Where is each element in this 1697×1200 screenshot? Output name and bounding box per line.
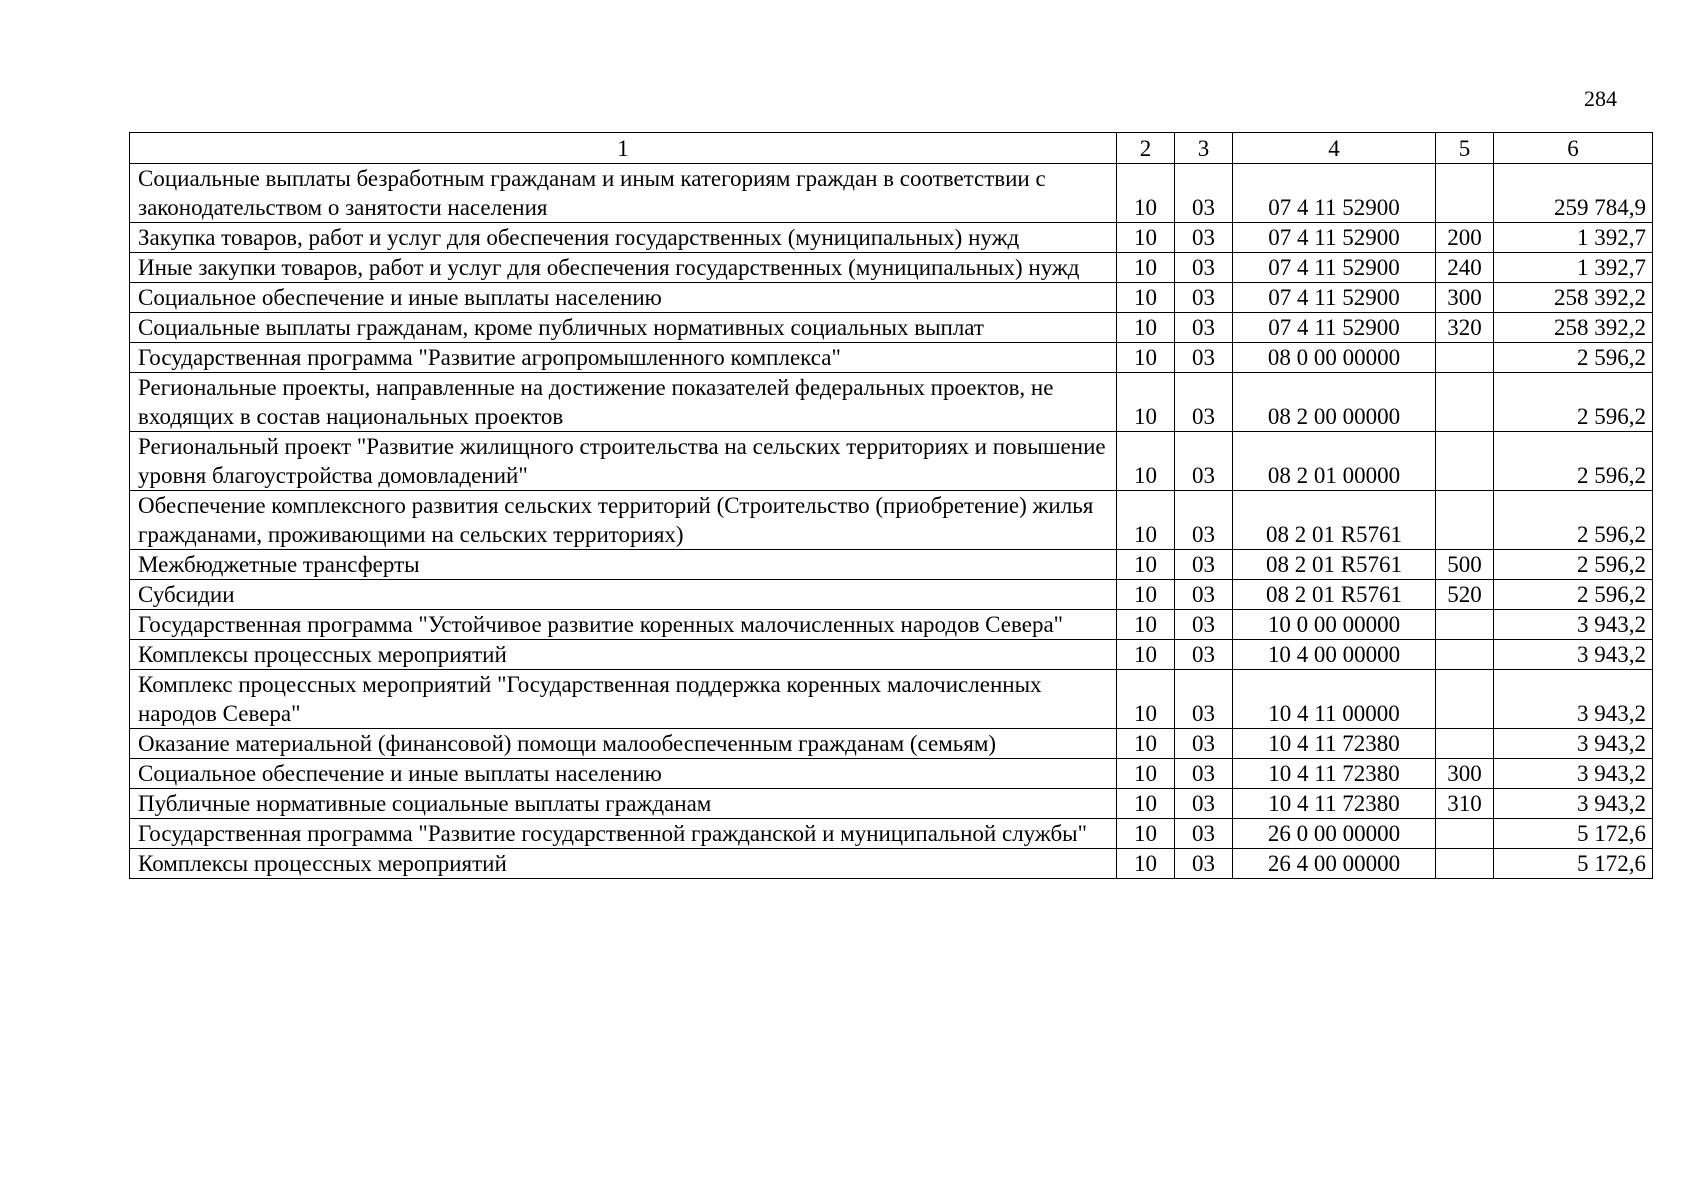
section-code-cell: 10 <box>1117 343 1175 373</box>
column-header: 3 <box>1175 133 1233 164</box>
amount-cell: 1 392,7 <box>1494 223 1653 253</box>
table-row <box>130 253 1653 283</box>
subsection-code-cell: 03 <box>1175 373 1233 432</box>
subsection-code-cell: 03 <box>1175 432 1233 491</box>
expense-type-cell <box>1436 670 1494 729</box>
section-code-cell: 10 <box>1117 759 1175 789</box>
target-article-cell: 07 4 11 52900 <box>1233 283 1436 313</box>
column-header: 1 <box>130 133 1117 164</box>
target-article-cell: 08 0 00 00000 <box>1233 343 1436 373</box>
subsection-code-cell: 03 <box>1175 164 1233 223</box>
subsection-code-cell: 03 <box>1175 819 1233 849</box>
target-article-cell: 07 4 11 52900 <box>1233 313 1436 343</box>
section-code-cell: 10 <box>1117 729 1175 759</box>
amount-cell: 3 943,2 <box>1494 640 1653 670</box>
expense-type-cell <box>1436 343 1494 373</box>
section-code-cell: 10 <box>1117 491 1175 550</box>
table-row <box>130 849 1653 879</box>
item-name-cell: Государственная программа "Развитие агропромышленного комплекса" <box>130 343 1117 373</box>
target-article-cell: 26 4 00 00000 <box>1233 849 1436 879</box>
target-article-cell: 10 4 11 00000 <box>1233 670 1436 729</box>
subsection-code-cell: 03 <box>1175 550 1233 580</box>
target-article-cell: 07 4 11 52900 <box>1233 253 1436 283</box>
target-article-cell: 26 0 00 00000 <box>1233 819 1436 849</box>
expense-type-cell <box>1436 610 1494 640</box>
section-code-cell: 10 <box>1117 550 1175 580</box>
item-name-cell: Социальные выплаты гражданам, кроме публичных нормативных социальных выплат <box>130 313 1117 343</box>
amount-cell: 2 596,2 <box>1494 491 1653 550</box>
section-code-cell: 10 <box>1117 373 1175 432</box>
item-name-cell: Комплекс процессных мероприятий "Государственная поддержка коренных малочисленных народов Севера" <box>130 670 1117 729</box>
item-name-cell: Социальное обеспечение и иные выплаты населению <box>130 759 1117 789</box>
column-header: 5 <box>1436 133 1494 164</box>
expense-type-cell: 200 <box>1436 223 1494 253</box>
subsection-code-cell: 03 <box>1175 849 1233 879</box>
expense-type-cell <box>1436 819 1494 849</box>
subsection-code-cell: 03 <box>1175 313 1233 343</box>
target-article-cell: 07 4 11 52900 <box>1233 164 1436 223</box>
amount-cell: 258 392,2 <box>1494 313 1653 343</box>
expense-type-cell: 500 <box>1436 550 1494 580</box>
table-row <box>130 640 1653 670</box>
expense-type-cell <box>1436 373 1494 432</box>
item-name-cell: Социальные выплаты безработным гражданам и иным категориям граждан в соответствии с законодательством о занятости населения <box>130 164 1117 223</box>
amount-cell: 1 392,7 <box>1494 253 1653 283</box>
amount-cell: 2 596,2 <box>1494 343 1653 373</box>
subsection-code-cell: 03 <box>1175 670 1233 729</box>
section-code-cell: 10 <box>1117 670 1175 729</box>
subsection-code-cell: 03 <box>1175 759 1233 789</box>
target-article-cell: 10 4 11 72380 <box>1233 759 1436 789</box>
section-code-cell: 10 <box>1117 640 1175 670</box>
column-header: 6 <box>1494 133 1653 164</box>
subsection-code-cell: 03 <box>1175 789 1233 819</box>
expense-type-cell: 300 <box>1436 283 1494 313</box>
item-name-cell: Региональный проект "Развитие жилищного строительства на сельских территориях и повышение уровня благоустройства домовладений" <box>130 432 1117 491</box>
subsection-code-cell: 03 <box>1175 729 1233 759</box>
item-name-cell: Комплексы процессных мероприятий <box>130 849 1117 879</box>
item-name-cell: Иные закупки товаров, работ и услуг для обеспечения государственных (муниципальных) нужд <box>130 253 1117 283</box>
table-row <box>130 164 1653 223</box>
table-row <box>130 343 1653 373</box>
target-article-cell: 07 4 11 52900 <box>1233 223 1436 253</box>
amount-cell: 3 943,2 <box>1494 670 1653 729</box>
amount-cell: 3 943,2 <box>1494 789 1653 819</box>
section-code-cell: 10 <box>1117 253 1175 283</box>
item-name-cell: Государственная программа "Устойчивое развитие коренных малочисленных народов Севера" <box>130 610 1117 640</box>
item-name-cell: Субсидии <box>130 580 1117 610</box>
table-row <box>130 610 1653 640</box>
item-name-cell: Социальное обеспечение и иные выплаты населению <box>130 283 1117 313</box>
item-name-cell: Обеспечение комплексного развития сельских территорий (Строительство (приобретение) жилья гражданами, проживающими на сельских территориях) <box>130 491 1117 550</box>
table-row <box>130 819 1653 849</box>
subsection-code-cell: 03 <box>1175 343 1233 373</box>
amount-cell: 2 596,2 <box>1494 580 1653 610</box>
table-row <box>130 580 1653 610</box>
expense-type-cell: 320 <box>1436 313 1494 343</box>
section-code-cell: 10 <box>1117 283 1175 313</box>
section-code-cell: 10 <box>1117 432 1175 491</box>
expense-type-cell <box>1436 729 1494 759</box>
item-name-cell: Государственная программа "Развитие государственной гражданской и муниципальной службы" <box>130 819 1117 849</box>
subsection-code-cell: 03 <box>1175 610 1233 640</box>
table-row <box>130 789 1653 819</box>
page-number: 284 <box>1584 86 1617 111</box>
subsection-code-cell: 03 <box>1175 283 1233 313</box>
target-article-cell: 08 2 01 R5761 <box>1233 580 1436 610</box>
item-name-cell: Публичные нормативные социальные выплаты гражданам <box>130 789 1117 819</box>
amount-cell: 5 172,6 <box>1494 819 1653 849</box>
section-code-cell: 10 <box>1117 819 1175 849</box>
subsection-code-cell: 03 <box>1175 580 1233 610</box>
section-code-cell: 10 <box>1117 164 1175 223</box>
amount-cell: 2 596,2 <box>1494 373 1653 432</box>
target-article-cell: 10 4 11 72380 <box>1233 789 1436 819</box>
amount-cell: 2 596,2 <box>1494 432 1653 491</box>
expense-type-cell <box>1436 491 1494 550</box>
table-row <box>130 729 1653 759</box>
column-header: 2 <box>1117 133 1175 164</box>
expense-type-cell: 240 <box>1436 253 1494 283</box>
item-name-cell: Региональные проекты, направленные на достижение показателей федеральных проектов, не входящих в состав национальных проектов <box>130 373 1117 432</box>
table-header-row <box>130 133 1653 164</box>
table-row <box>130 313 1653 343</box>
table-row <box>130 550 1653 580</box>
section-code-cell: 10 <box>1117 610 1175 640</box>
amount-cell: 258 392,2 <box>1494 283 1653 313</box>
expense-type-cell: 300 <box>1436 759 1494 789</box>
subsection-code-cell: 03 <box>1175 491 1233 550</box>
table-row <box>130 373 1653 432</box>
expense-type-cell <box>1436 849 1494 879</box>
section-code-cell: 10 <box>1117 580 1175 610</box>
section-code-cell: 10 <box>1117 223 1175 253</box>
item-name-cell: Закупка товаров, работ и услуг для обеспечения государственных (муниципальных) нужд <box>130 223 1117 253</box>
amount-cell: 3 943,2 <box>1494 729 1653 759</box>
section-code-cell: 10 <box>1117 849 1175 879</box>
target-article-cell: 08 2 00 00000 <box>1233 373 1436 432</box>
expense-type-cell: 310 <box>1436 789 1494 819</box>
item-name-cell: Оказание материальной (финансовой) помощи малообеспеченным гражданам (семьям) <box>130 729 1117 759</box>
table-row <box>130 223 1653 253</box>
target-article-cell: 10 4 11 72380 <box>1233 729 1436 759</box>
item-name-cell: Комплексы процессных мероприятий <box>130 640 1117 670</box>
section-code-cell: 10 <box>1117 313 1175 343</box>
expense-type-cell <box>1436 164 1494 223</box>
amount-cell: 3 943,2 <box>1494 759 1653 789</box>
section-code-cell: 10 <box>1117 789 1175 819</box>
subsection-code-cell: 03 <box>1175 640 1233 670</box>
table-row <box>130 670 1653 729</box>
subsection-code-cell: 03 <box>1175 223 1233 253</box>
amount-cell: 259 784,9 <box>1494 164 1653 223</box>
expense-type-cell <box>1436 640 1494 670</box>
expense-type-cell <box>1436 432 1494 491</box>
table-row <box>130 283 1653 313</box>
target-article-cell: 10 0 00 00000 <box>1233 610 1436 640</box>
item-name-cell: Межбюджетные трансферты <box>130 550 1117 580</box>
target-article-cell: 10 4 00 00000 <box>1233 640 1436 670</box>
target-article-cell: 08 2 01 R5761 <box>1233 550 1436 580</box>
expense-type-cell: 520 <box>1436 580 1494 610</box>
target-article-cell: 08 2 01 00000 <box>1233 432 1436 491</box>
column-header: 4 <box>1233 133 1436 164</box>
budget-table <box>129 132 1653 879</box>
table-row <box>130 432 1653 491</box>
amount-cell: 2 596,2 <box>1494 550 1653 580</box>
table-row <box>130 491 1653 550</box>
amount-cell: 5 172,6 <box>1494 849 1653 879</box>
target-article-cell: 08 2 01 R5761 <box>1233 491 1436 550</box>
amount-cell: 3 943,2 <box>1494 610 1653 640</box>
subsection-code-cell: 03 <box>1175 253 1233 283</box>
table-row <box>130 759 1653 789</box>
